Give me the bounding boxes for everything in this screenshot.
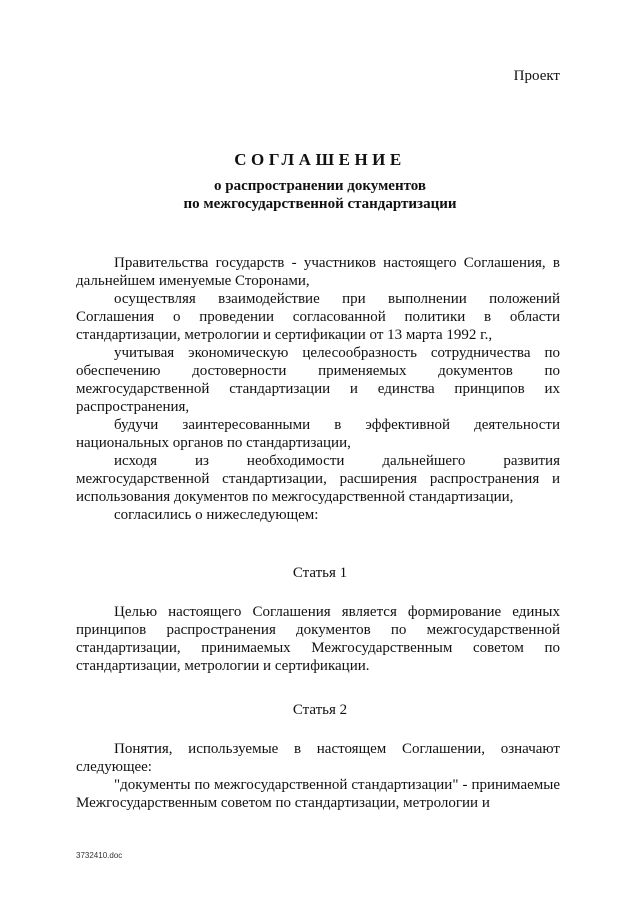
- article-1-body: [76, 603, 560, 675]
- footer-filename: 3732410.doc: [76, 851, 123, 860]
- article-1-heading: Статья 1: [292, 565, 348, 581]
- preamble-paragraph: осуществляя взаимодействие при выполнении положений Соглашения о проведении согласованной политики в области стандартизации, метрологии и сертификации от 13 марта 1992 г.,: [76, 291, 560, 343]
- preamble-paragraph: будучи заинтересованными в эффективной деятельности национальных органов по стандартизации,: [76, 417, 560, 451]
- article-2-body: [76, 740, 560, 812]
- document-subtitle-line-2: по межгосударственной стандартизации: [183, 196, 457, 212]
- preamble-paragraph: согласились о нижеследующем:: [114, 507, 319, 523]
- preamble-paragraph: Правительства государств - участников настоящего Соглашения, в дальнейшем именуемые Сторонами,: [76, 255, 560, 289]
- article-2-paragraph: "документы по межгосударственной стандартизации" - принимаемые Межгосударственным советом по стандартизации, метрологии и: [76, 777, 560, 811]
- article-1-paragraph: Целью настоящего Соглашения является формирование единых принципов распространения документов по межгосударственной стандартизации, принимаемых Межгосударственным советом по стандартизации, метрологии и сертификации.: [76, 604, 560, 674]
- document-title: СОГЛАШЕНИЕ: [234, 150, 406, 169]
- draft-label: Проект: [513, 68, 560, 84]
- article-2-paragraph: Понятия, используемые в настоящем Соглашении, означают следующее:: [76, 741, 560, 775]
- preamble: [76, 254, 560, 524]
- document-subtitle-line-1: о распространении документов: [214, 178, 426, 194]
- preamble-paragraph: исходя из необходимости дальнейшего развития межгосударственной стандартизации, расширения распространения и использования документов по межгосударственной стандартизации,: [76, 453, 560, 505]
- preamble-paragraph: учитывая экономическую целесообразность сотрудничества по обеспечению достоверности применяемых документов по межгосударственной стандартизации и единства принципов их распространения,: [76, 345, 560, 415]
- article-2-heading: Статья 2: [292, 702, 348, 718]
